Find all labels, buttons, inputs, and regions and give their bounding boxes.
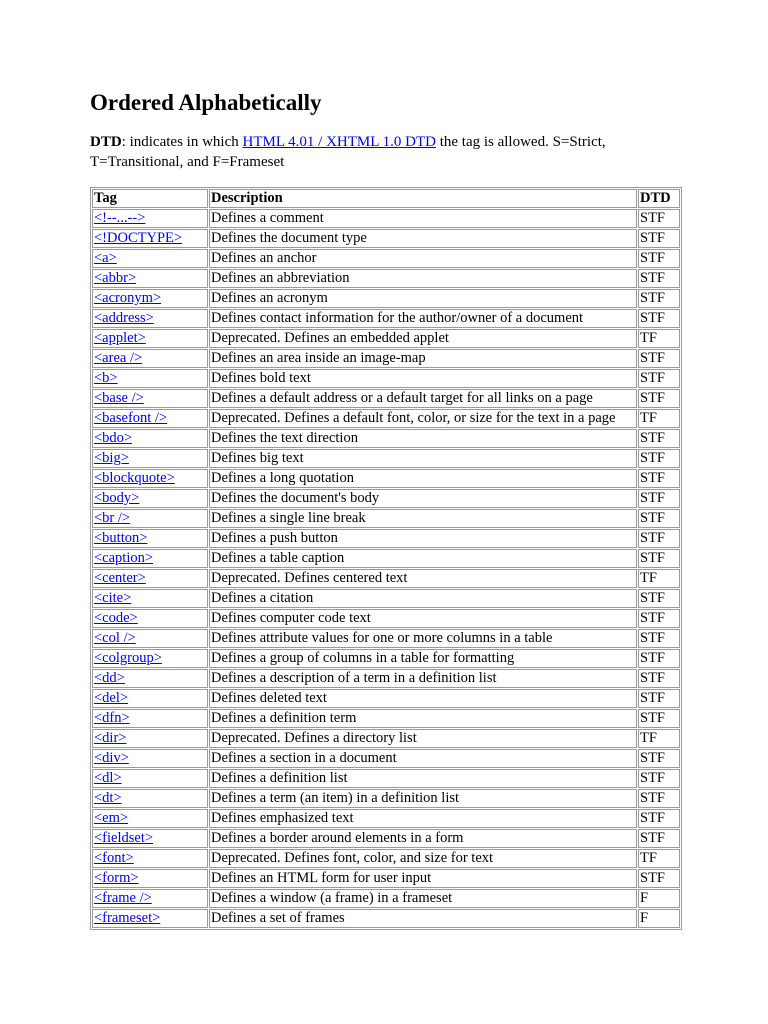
description-cell: Defines the document's body [209, 489, 637, 508]
table-row [92, 429, 680, 448]
table-row [92, 289, 680, 308]
table-body [92, 209, 680, 928]
tag-cell [92, 309, 208, 328]
description-cell: Defines deleted text [209, 689, 637, 708]
tag-cell [92, 829, 208, 848]
tag-cell [92, 409, 208, 428]
dtd-cell: STF [638, 369, 680, 388]
tag-link[interactable]: <b> [94, 370, 118, 386]
tag-cell [92, 689, 208, 708]
description-cell: Defines a definition list [209, 769, 637, 788]
description-cell: Defines a description of a term in a definition list [209, 669, 637, 688]
description-cell: Defines emphasized text [209, 809, 637, 828]
dtd-cell: STF [638, 589, 680, 608]
tag-cell [92, 269, 208, 288]
dtd-cell: STF [638, 609, 680, 628]
dtd-cell: STF [638, 289, 680, 308]
tag-link[interactable]: <center> [94, 570, 146, 586]
tag-cell [92, 529, 208, 548]
table-row [92, 329, 680, 348]
description-cell: Defines attribute values for one or more columns in a table [209, 629, 637, 648]
tag-cell [92, 349, 208, 368]
dtd-cell: STF [638, 769, 680, 788]
description-cell: Defines a single line break [209, 509, 637, 528]
dtd-cell: STF [638, 449, 680, 468]
tag-link[interactable]: <dt> [94, 790, 122, 806]
table-row [92, 309, 680, 328]
table-row [92, 249, 680, 268]
description-cell: Defines big text [209, 449, 637, 468]
table-row [92, 349, 680, 368]
table-row [92, 749, 680, 768]
table-row [92, 609, 680, 628]
description-cell: Defines the document type [209, 229, 637, 248]
description-cell: Defines a term (an item) in a definition list [209, 789, 637, 808]
dtd-cell: STF [638, 489, 680, 508]
dtd-label: DTD [90, 134, 122, 150]
tag-link[interactable]: <!DOCTYPE> [94, 230, 183, 246]
dtd-cell: STF [638, 869, 680, 888]
description-cell: Defines a border around elements in a form [209, 829, 637, 848]
description-cell: Defines contact information for the author/owner of a document [209, 309, 637, 328]
table-row [92, 909, 680, 928]
table-row [92, 689, 680, 708]
tag-cell [92, 749, 208, 768]
tag-link[interactable]: <frame /> [94, 890, 152, 906]
dtd-cell: TF [638, 329, 680, 348]
dtd-cell: STF [638, 529, 680, 548]
dtd-cell: TF [638, 729, 680, 748]
intro-text-after: the tag is allowed. S=Strict, T=Transitional, and F=Frameset [90, 134, 606, 170]
dtd-cell: STF [638, 809, 680, 828]
tag-link[interactable]: <blockquote> [94, 470, 175, 486]
tag-link[interactable]: <abbr> [94, 270, 137, 286]
tag-link[interactable]: <br /> [94, 510, 131, 526]
description-cell: Deprecated. Defines font, color, and size for text [209, 849, 637, 868]
table-row [92, 849, 680, 868]
tag-link[interactable]: <div> [94, 750, 129, 766]
tag-cell [92, 729, 208, 748]
tag-cell [92, 369, 208, 388]
description-cell: Defines an area inside an image-map [209, 349, 637, 368]
page-title: Ordered Alphabetically [90, 90, 322, 115]
description-cell: Defines an abbreviation [209, 269, 637, 288]
column-header-tag: Tag [92, 189, 208, 208]
description-cell: Defines an anchor [209, 249, 637, 268]
description-cell: Defines a default address or a default target for all links on a page [209, 389, 637, 408]
table-row [92, 789, 680, 808]
dtd-cell: STF [638, 629, 680, 648]
dtd-cell: STF [638, 549, 680, 568]
table-row [92, 529, 680, 548]
table-row [92, 489, 680, 508]
tag-cell [92, 489, 208, 508]
dtd-cell: STF [638, 469, 680, 488]
description-cell: Defines an acronym [209, 289, 637, 308]
table-row [92, 269, 680, 288]
tag-link[interactable]: <colgroup> [94, 650, 162, 666]
table-row [92, 509, 680, 528]
table-row [92, 569, 680, 588]
description-cell: Defines a definition term [209, 709, 637, 728]
dtd-cell: STF [638, 509, 680, 528]
description-cell: Defines a comment [209, 209, 637, 228]
tag-link[interactable]: <basefont /> [94, 410, 168, 426]
tag-link[interactable]: <dir> [94, 730, 127, 746]
tag-cell [92, 709, 208, 728]
dtd-cell: TF [638, 849, 680, 868]
tag-cell [92, 609, 208, 628]
tag-link[interactable]: <bdo> [94, 430, 133, 446]
dtd-cell: STF [638, 709, 680, 728]
tag-link[interactable]: <em> [94, 810, 129, 826]
tag-link[interactable]: <del> [94, 690, 129, 706]
description-cell: Defines a citation [209, 589, 637, 608]
table-row [92, 409, 680, 428]
tag-link[interactable]: <a> [94, 250, 117, 266]
tag-cell [92, 549, 208, 568]
tag-cell [92, 449, 208, 468]
tag-table [90, 187, 682, 930]
table-row [92, 369, 680, 388]
tag-cell [92, 249, 208, 268]
tag-cell [92, 569, 208, 588]
tag-cell [92, 469, 208, 488]
tag-cell [92, 229, 208, 248]
table-row [92, 889, 680, 908]
tag-cell [92, 289, 208, 308]
tag-cell [92, 789, 208, 808]
tag-cell [92, 849, 208, 868]
description-cell: Deprecated. Defines centered text [209, 569, 637, 588]
tag-link[interactable]: <caption> [94, 550, 154, 566]
tag-cell [92, 809, 208, 828]
tag-link[interactable]: <acronym> [94, 290, 162, 306]
dtd-cell: STF [638, 389, 680, 408]
table-row [92, 549, 680, 568]
description-cell: Deprecated. Defines a default font, color, or size for the text in a page [209, 409, 637, 428]
table-row [92, 649, 680, 668]
description-cell: Defines a group of columns in a table for formatting [209, 649, 637, 668]
tag-cell [92, 209, 208, 228]
tag-cell [92, 869, 208, 888]
table-header-row [92, 189, 680, 208]
dtd-cell: STF [638, 829, 680, 848]
intro-text-before: : indicates in which [121, 134, 243, 150]
tag-link[interactable]: <code> [94, 610, 138, 626]
table-row [92, 389, 680, 408]
tag-link[interactable]: <area /> [94, 350, 143, 366]
dtd-cell: STF [638, 649, 680, 668]
table-row [92, 449, 680, 468]
dtd-cell: STF [638, 229, 680, 248]
description-cell: Defines a long quotation [209, 469, 637, 488]
description-cell: Defines a section in a document [209, 749, 637, 768]
column-header-dtd: DTD [638, 189, 680, 208]
table-row [92, 809, 680, 828]
dtd-cell: STF [638, 209, 680, 228]
tag-link[interactable]: <address> [94, 310, 154, 326]
tag-link[interactable]: <frameset> [94, 910, 161, 926]
dtd-cell: F [638, 889, 680, 908]
table-row [92, 229, 680, 248]
dtd-cell: STF [638, 349, 680, 368]
tag-link[interactable]: <!--...--> [94, 210, 146, 226]
description-cell: Defines a push button [209, 529, 637, 548]
description-cell: Defines a set of frames [209, 909, 637, 928]
table-row [92, 629, 680, 648]
tag-cell [92, 389, 208, 408]
tag-link[interactable]: <button> [94, 530, 148, 546]
tag-cell [92, 889, 208, 908]
dtd-link[interactable]: HTML 4.01 / XHTML 1.0 DTD [242, 134, 436, 150]
description-cell: Defines bold text [209, 369, 637, 388]
table-row [92, 829, 680, 848]
tag-link[interactable]: <cite> [94, 590, 132, 606]
tag-link[interactable]: <body> [94, 490, 140, 506]
table-row [92, 709, 680, 728]
dtd-cell: STF [638, 429, 680, 448]
dtd-cell: STF [638, 669, 680, 688]
dtd-cell: STF [638, 269, 680, 288]
table-row [92, 769, 680, 788]
intro-paragraph [90, 132, 650, 172]
tag-link[interactable]: <applet> [94, 330, 146, 346]
description-cell: Defines a window (a frame) in a frameset [209, 889, 637, 908]
dtd-cell: STF [638, 689, 680, 708]
table-row [92, 589, 680, 608]
tag-cell [92, 909, 208, 928]
tag-cell [92, 509, 208, 528]
table-row [92, 209, 680, 228]
dtd-cell: F [638, 909, 680, 928]
tag-link[interactable]: <font> [94, 850, 134, 866]
tag-link[interactable]: <dl> [94, 770, 122, 786]
tag-link[interactable]: <col /> [94, 630, 136, 646]
tag-link[interactable]: <base /> [94, 390, 144, 406]
dtd-cell: STF [638, 309, 680, 328]
tag-cell [92, 649, 208, 668]
tag-cell [92, 669, 208, 688]
dtd-cell: STF [638, 789, 680, 808]
tag-cell [92, 769, 208, 788]
description-cell: Defines a table caption [209, 549, 637, 568]
description-cell: Deprecated. Defines an embedded applet [209, 329, 637, 348]
description-cell: Defines an HTML form for user input [209, 869, 637, 888]
dtd-cell: TF [638, 569, 680, 588]
tag-cell [92, 429, 208, 448]
tag-link[interactable]: <dfn> [94, 710, 130, 726]
table-row [92, 869, 680, 888]
tag-link[interactable]: <fieldset> [94, 830, 154, 846]
dtd-cell: TF [638, 409, 680, 428]
dtd-cell: STF [638, 249, 680, 268]
tag-link[interactable]: <dd> [94, 670, 125, 686]
description-cell: Defines computer code text [209, 609, 637, 628]
dtd-cell: STF [638, 749, 680, 768]
tag-link[interactable]: <big> [94, 450, 129, 466]
description-cell: Defines the text direction [209, 429, 637, 448]
table-row [92, 729, 680, 748]
tag-cell [92, 589, 208, 608]
tag-cell [92, 329, 208, 348]
description-cell: Deprecated. Defines a directory list [209, 729, 637, 748]
column-header-description: Description [209, 189, 637, 208]
table-row [92, 469, 680, 488]
tag-link[interactable]: <form> [94, 870, 139, 886]
table-row [92, 669, 680, 688]
tag-cell [92, 629, 208, 648]
